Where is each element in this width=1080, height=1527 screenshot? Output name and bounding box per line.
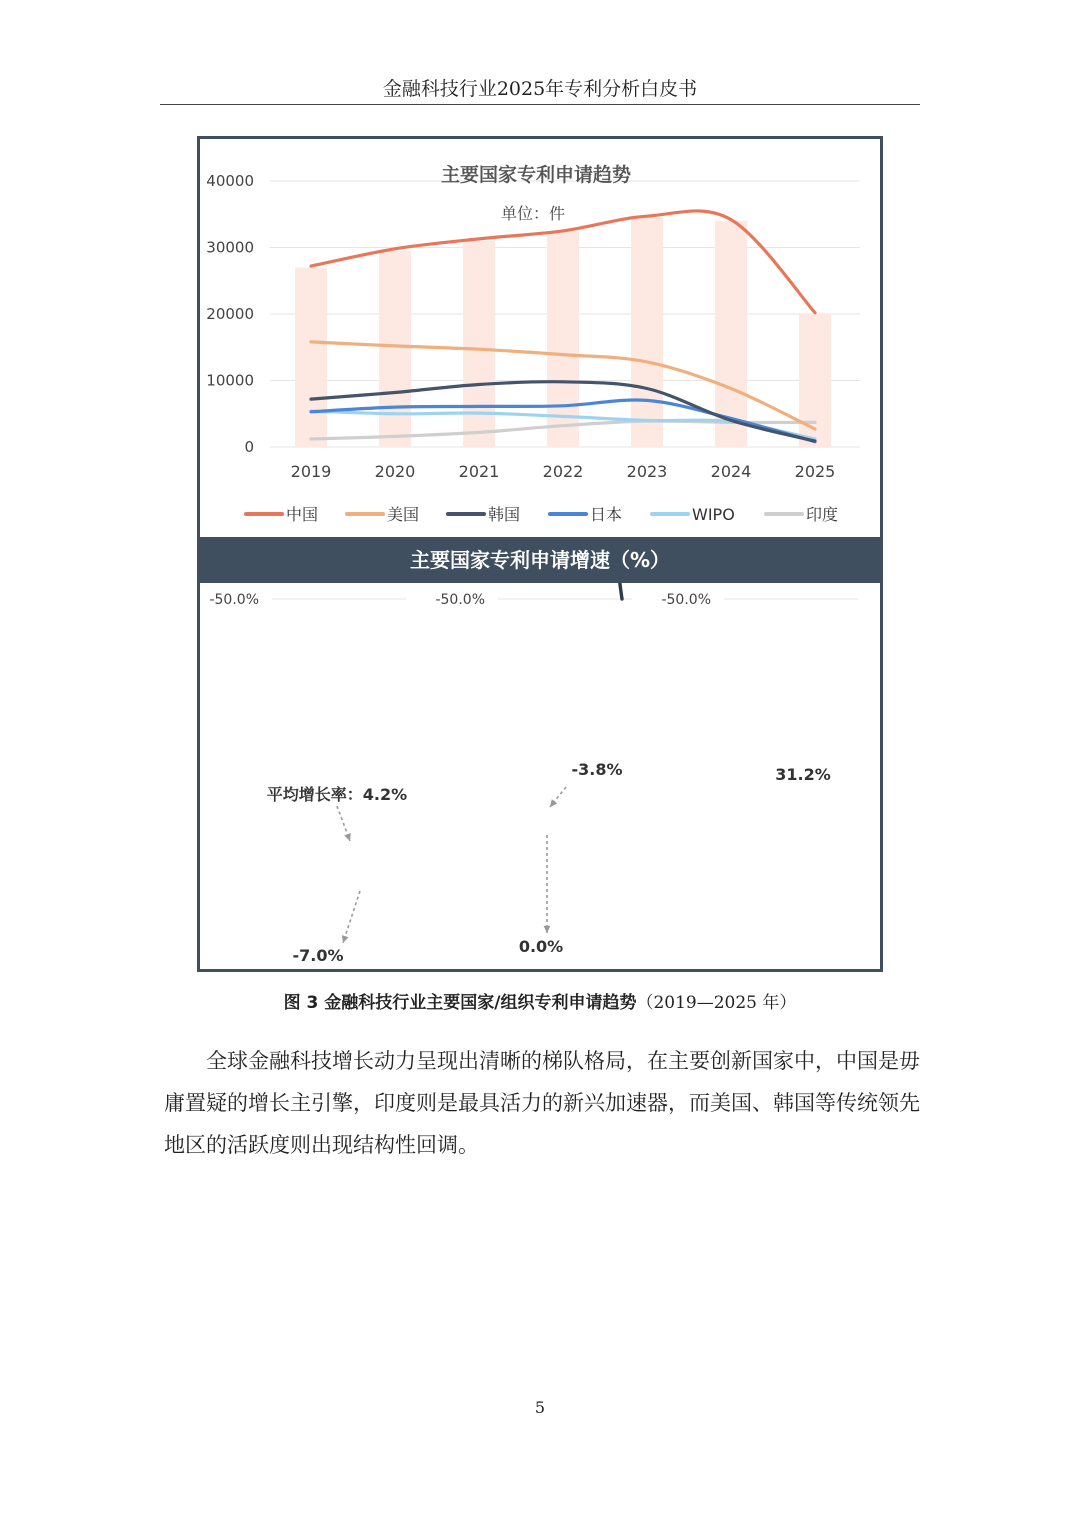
page-number: 5	[534, 1398, 546, 1417]
background-bar	[631, 218, 663, 447]
x-tick-label: 2025	[794, 462, 836, 481]
legend-label-5: 印度	[806, 505, 839, 524]
legend-label-1: 美国	[387, 505, 420, 524]
annotation-india-peak: 31.2%	[775, 765, 831, 784]
annotation-arrow-japan-zero-head	[544, 926, 551, 933]
y-tick-label: -50.0%	[435, 592, 485, 608]
annotation-arrow-china-min-head	[342, 935, 349, 943]
annotation-japan-zero: 0.0%	[518, 937, 564, 956]
y-tick-label: -50.0%	[209, 592, 259, 608]
chart-title: 主要国家专利申请趋势	[440, 164, 632, 186]
y-tick-label: 40000	[206, 172, 254, 190]
background-bar	[379, 251, 411, 447]
body-paragraph: 全球金融科技增长动力呈现出清晰的梯队格局，在主要创新国家中，中国是毋庸置疑的增长主引擎，印度则是最具活力的新兴加速器，而美国、韩国等传统领先地区的活跃度则出现结构性回调。	[164, 1049, 920, 1157]
chart-subtitle: 单位：件	[500, 204, 566, 223]
trend-chart	[200, 139, 880, 537]
y-tick-label: 0	[244, 438, 254, 456]
y-tick-label: 20000	[206, 305, 254, 323]
background-bar	[715, 221, 747, 447]
x-tick-label: 2022	[542, 462, 584, 481]
caption-years: （2019—2025 年）	[636, 993, 797, 1013]
annotation-korea-peak: -3.8%	[571, 760, 623, 779]
growth-charts	[200, 583, 880, 971]
legend-label-4: WIPO	[692, 505, 735, 524]
page-header-title: 金融科技行业2025年专利分析白皮书	[382, 78, 698, 100]
x-tick-label: 2020	[374, 462, 416, 481]
annotation-arrow-china-min	[343, 891, 360, 943]
background-bar	[295, 267, 327, 447]
page-header	[160, 74, 920, 105]
caption-label: 图 3 金融科技行业主要国家/组织专利申请趋势	[283, 993, 637, 1013]
series-line-韩国	[512, 583, 622, 599]
figure-frame	[197, 136, 883, 972]
annotation-avg-growth: 平均增长率：4.2%	[266, 785, 408, 804]
growth-chart-title: 主要国家专利申请增速（%）	[200, 537, 880, 583]
annotation-arrow-korea-peak-head	[550, 799, 557, 807]
legend-label-0: 中国	[286, 505, 319, 524]
background-bar	[463, 241, 495, 447]
x-tick-label: 2021	[458, 462, 500, 481]
legend-label-2: 韩国	[488, 505, 521, 524]
background-bar	[799, 314, 831, 447]
y-tick-label: 10000	[206, 371, 254, 390]
y-tick-label: 30000	[206, 238, 254, 257]
x-tick-label: 2024	[710, 462, 752, 481]
figure-caption	[0, 988, 1080, 1013]
legend-label-3: 日本	[590, 505, 623, 524]
x-tick-label: 2023	[626, 462, 668, 481]
x-tick-label: 2019	[290, 462, 332, 481]
y-tick-label: -50.0%	[661, 592, 711, 608]
annotation-china-min: -7.0%	[292, 946, 344, 965]
